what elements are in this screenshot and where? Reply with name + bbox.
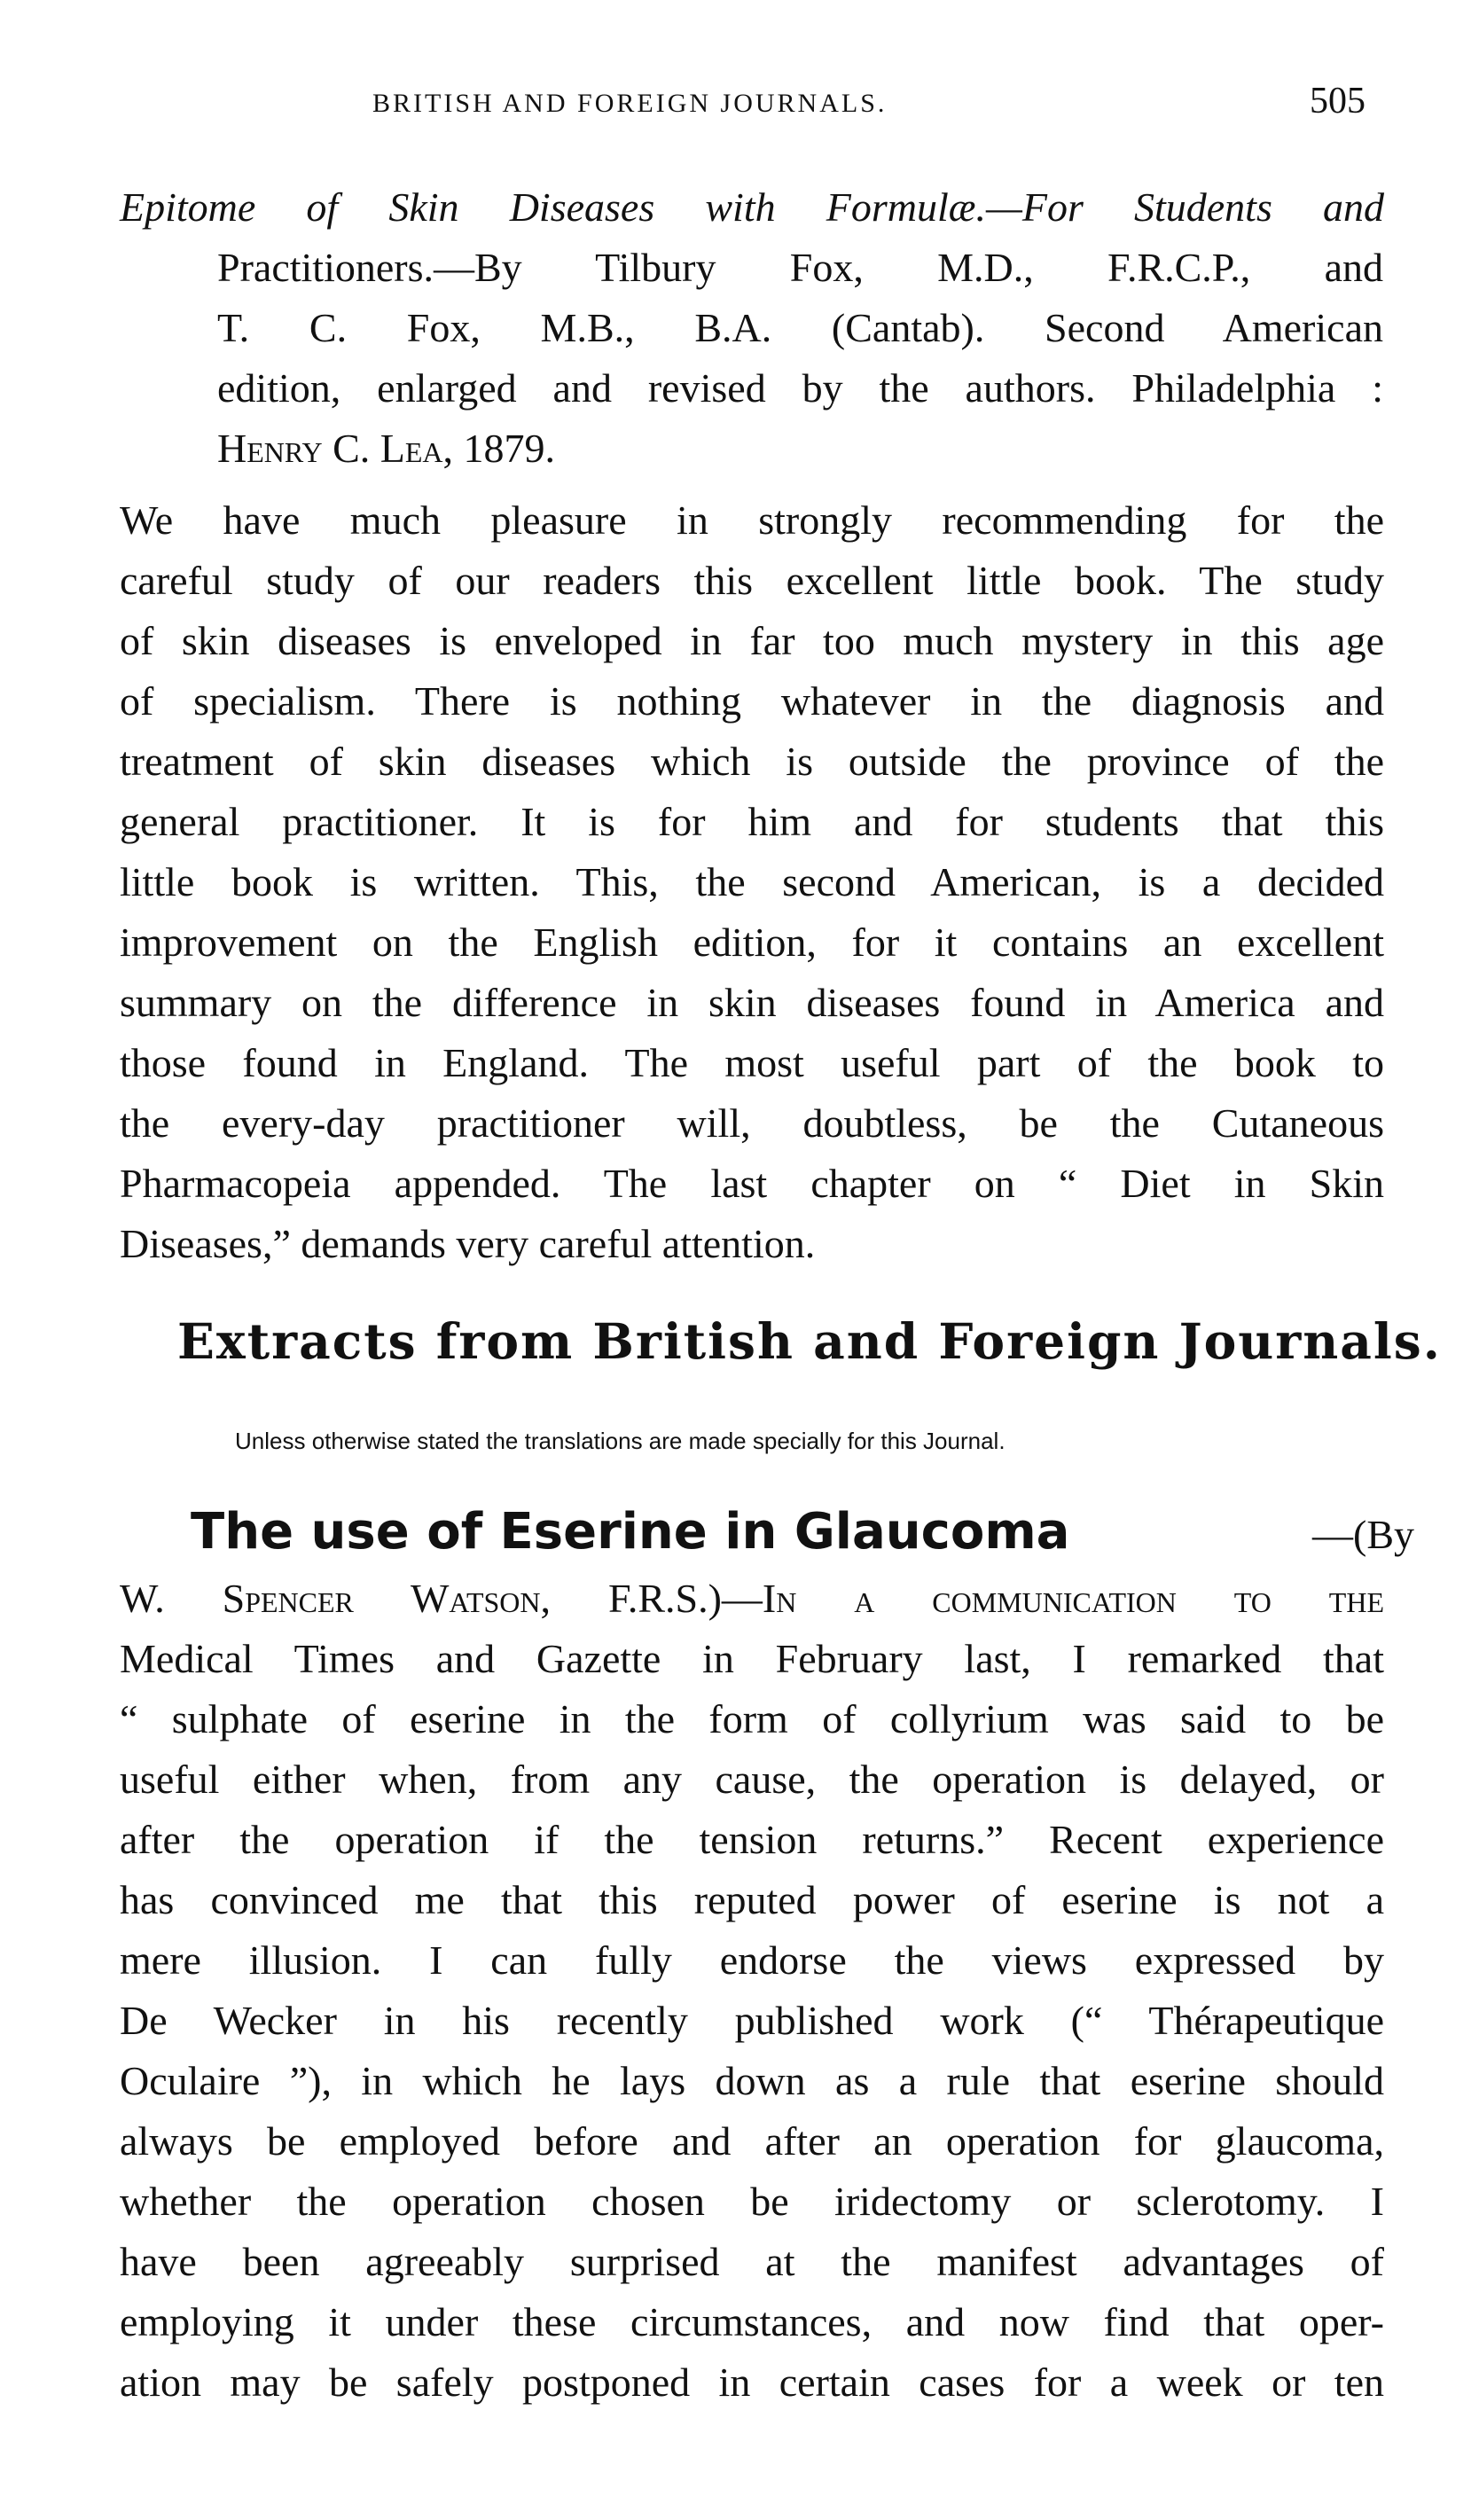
article-line-10: Oculaire ”), in which he lays down as a rule that eserine should (120, 2058, 1384, 2103)
review-paragraph-line-3: of skin diseases is enveloped in far too much mystery in this age (120, 618, 1384, 663)
article-line-4: “ sulphate of eserine in the form of collyrium was said to be (120, 1696, 1384, 1741)
review-line-3: T. C. Fox, M.B., B.A. (Cantab). Second American (217, 305, 1383, 350)
article-line-8: mere illusion. I can fully endorse the views expressed by (120, 1937, 1384, 1983)
article-line-15: ation may be safely postponed in certain cases for a week or ten (120, 2360, 1384, 2405)
section-heading: Extracts from British and Foreign Journals. (177, 1312, 1442, 1370)
article-line-3: Medical Times and Gazette in February last, I remarked that (120, 1636, 1384, 1681)
review-paragraph-line-4: of specialism. There is nothing whatever in the diagnosis and (120, 678, 1384, 724)
article-line-14: employing it under these circumstances, and now find that oper- (120, 2299, 1384, 2344)
review-paragraph-line-1: We have much pleasure in strongly recommending for the (120, 497, 1384, 543)
page-number: 505 (1310, 81, 1366, 121)
review-paragraph-line-8: improvement on the English edition, for it contains an excellent (120, 920, 1384, 965)
article-line-1: —(By (1312, 1512, 1414, 1557)
review-paragraph-line-9: summary on the difference in skin diseases found in America and (120, 980, 1384, 1025)
article-line-6: after the operation if the tension returns.” Recent experience (120, 1817, 1384, 1862)
article-line-9: De Wecker in his recently published work (“ Thérapeutique (120, 1998, 1384, 2043)
review-paragraph-line-13: Diseases,” demands very careful attention. (120, 1221, 816, 1266)
review-paragraph-line-7: little book is written. This, the second American, is a decided (120, 859, 1384, 904)
translation-note: Unless otherwise stated the translations are made specially for this Journal. (235, 1428, 1006, 1454)
running-header: BRITISH AND FOREIGN JOURNALS. (372, 89, 888, 118)
article-line-2: W. Spencer Watson, F.R.S.)—In a communication to the (120, 1576, 1384, 1621)
article-line-5: useful either when, from any cause, the operation is delayed, or (120, 1757, 1384, 1802)
review-line-2: Practitioners.—By Tilbury Fox, M.D., F.R.C.P., and (217, 245, 1383, 290)
article-line-7: has convinced me that this reputed power of eserine is not a (120, 1877, 1384, 1922)
review-line-1: Epitome of Skin Diseases with Formulæ.—For Students and (120, 184, 1384, 230)
review-line-5: Henry C. Lea, 1879. (217, 426, 555, 471)
article-line-12: whether the operation chosen be iridectomy or sclerotomy. I (120, 2179, 1384, 2224)
review-paragraph-line-2: careful study of our readers this excellent little book. The study (120, 558, 1384, 603)
review-line-4: edition, enlarged and revised by the authors. Philadelphia : (217, 365, 1383, 411)
review-paragraph-line-12: Pharmacopeia appended. The last chapter on “ Diet in Skin (120, 1161, 1384, 1206)
article-title: The use of Eserine in Glaucoma (191, 1503, 1070, 1561)
review-paragraph-line-11: the every-day practitioner will, doubtless, be the Cutaneous (120, 1100, 1384, 1146)
article-line-11: always be employed before and after an operation for glaucoma, (120, 2118, 1384, 2164)
review-paragraph-line-10: those found in England. The most useful part of the book to (120, 1040, 1384, 1085)
review-paragraph-line-5: treatment of skin diseases which is outside the province of the (120, 739, 1384, 784)
article-line-13: have been agreeably surprised at the manifest advantages of (120, 2239, 1384, 2284)
review-paragraph-line-6: general practitioner. It is for him and for students that this (120, 799, 1384, 844)
